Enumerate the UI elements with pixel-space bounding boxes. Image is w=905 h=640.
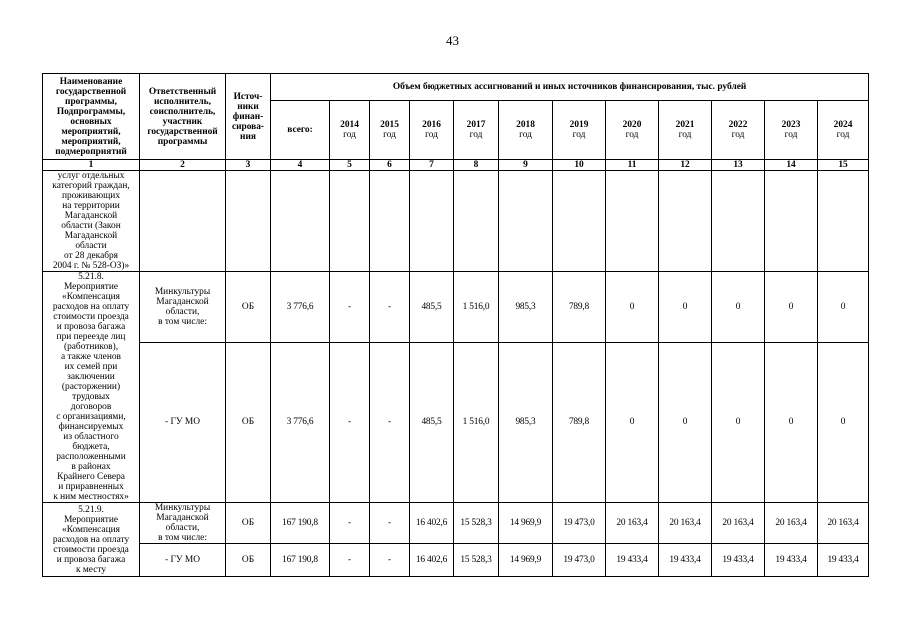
value-cell: 0 bbox=[765, 272, 818, 343]
text-line: в том числе: bbox=[158, 533, 207, 543]
value-cell: 16 402,6 bbox=[410, 544, 454, 577]
header-year-2017: 2017 год bbox=[454, 101, 499, 160]
text-line: исполнитель, bbox=[154, 96, 211, 107]
column-number: 1 bbox=[43, 160, 140, 171]
empty-cell bbox=[606, 171, 659, 272]
text-line: услуг отдельных bbox=[57, 171, 125, 181]
text-line: подмероприятий bbox=[55, 146, 127, 157]
value-cell: 19 433,4 bbox=[818, 544, 869, 577]
text-line: в том числе: bbox=[158, 316, 207, 327]
text-line: ния bbox=[240, 131, 256, 142]
table-row bbox=[43, 342, 869, 502]
text-line: договоров bbox=[70, 402, 112, 412]
column-number: 10 bbox=[553, 160, 606, 171]
text-line: Магаданской bbox=[64, 231, 118, 241]
page-number: 43 bbox=[446, 33, 459, 48]
column-number: 13 bbox=[712, 160, 765, 171]
empty-cell bbox=[370, 171, 410, 272]
text-line: области bbox=[75, 241, 107, 251]
text-line: с организациями, bbox=[56, 412, 126, 422]
value-cell: 789,8 bbox=[553, 342, 606, 502]
empty-cell bbox=[499, 171, 553, 272]
empty-cell bbox=[271, 171, 330, 272]
value-cell: 20 163,4 bbox=[765, 503, 818, 544]
value-cell: 19 433,4 bbox=[765, 544, 818, 577]
empty-cell bbox=[410, 171, 454, 272]
header-year-2014: 2014 год bbox=[330, 101, 370, 160]
value-cell: - bbox=[370, 544, 410, 577]
text-line: при переезде лиц bbox=[56, 332, 126, 342]
value-cell: 985,3 bbox=[499, 272, 553, 343]
row-source: ОБ bbox=[226, 544, 271, 577]
text-line: программы bbox=[157, 136, 208, 147]
row-name bbox=[43, 503, 140, 577]
row-responsible bbox=[140, 342, 226, 502]
text-line: - ГУ МО bbox=[165, 417, 200, 428]
empty-cell bbox=[659, 171, 712, 272]
text-line: трудовых bbox=[72, 392, 110, 402]
text-line: государственной bbox=[55, 86, 127, 97]
row-source: ОБ bbox=[226, 272, 271, 343]
value-cell: 0 bbox=[712, 272, 765, 343]
text-line: 5.21.8. bbox=[78, 272, 104, 282]
value-cell: 985,3 bbox=[499, 342, 553, 502]
value-cell: 0 bbox=[818, 342, 869, 502]
text-line: стоимости проезда bbox=[53, 544, 129, 555]
value-cell: 3 776,6 bbox=[271, 342, 330, 502]
value-cell: 789,8 bbox=[553, 272, 606, 343]
text-line: области, bbox=[165, 523, 200, 533]
text-line: - ГУ МО bbox=[165, 555, 200, 565]
column-number: 7 bbox=[410, 160, 454, 171]
value-cell: - bbox=[330, 272, 370, 343]
text-line: соисполнитель, bbox=[149, 106, 216, 117]
text-line: области (Закон bbox=[61, 221, 121, 231]
value-cell: 15 528,3 bbox=[454, 503, 499, 544]
text-line: заключении bbox=[67, 372, 115, 382]
row-name bbox=[43, 171, 140, 272]
text-line: от 28 декабря bbox=[64, 251, 118, 261]
table-row bbox=[43, 503, 869, 544]
column-number: 6 bbox=[370, 160, 410, 171]
header-year-2020: 2020 год bbox=[606, 101, 659, 160]
header-year-2019: 2019 год bbox=[553, 101, 606, 160]
value-cell: 0 bbox=[712, 342, 765, 502]
value-cell: 0 bbox=[606, 342, 659, 502]
text-line: расходов на оплату bbox=[52, 302, 130, 312]
empty-cell bbox=[818, 171, 869, 272]
value-cell: 1 516,0 bbox=[454, 272, 499, 343]
column-number: 12 bbox=[659, 160, 712, 171]
text-line: участник bbox=[162, 116, 203, 127]
text-line: к ним местностях» bbox=[53, 492, 129, 502]
text-line: а также членов bbox=[61, 352, 121, 362]
column-number: 15 bbox=[818, 160, 869, 171]
text-line: Источ- bbox=[233, 91, 263, 102]
value-cell: 20 163,4 bbox=[659, 503, 712, 544]
value-cell: 19 433,4 bbox=[659, 544, 712, 577]
text-line: сирова- bbox=[231, 121, 265, 132]
value-cell: 0 bbox=[606, 272, 659, 343]
text-line: «Компенсация bbox=[62, 292, 120, 302]
value-cell: 20 163,4 bbox=[712, 503, 765, 544]
header-funding-source bbox=[226, 74, 271, 160]
text-line: Крайнего Севера bbox=[57, 472, 125, 482]
value-cell: - bbox=[330, 544, 370, 577]
value-cell: 16 402,6 bbox=[410, 503, 454, 544]
empty-cell bbox=[140, 171, 226, 272]
row-responsible bbox=[140, 503, 226, 544]
value-cell: 14 969,9 bbox=[499, 544, 553, 577]
text-line: 5.21.9. bbox=[78, 504, 104, 515]
column-number: 5 bbox=[330, 160, 370, 171]
value-cell: 20 163,4 bbox=[606, 503, 659, 544]
value-cell: 167 190,8 bbox=[271, 503, 330, 544]
text-line: проживающих bbox=[61, 191, 121, 201]
column-number: 2 bbox=[140, 160, 226, 171]
value-cell: 485,5 bbox=[410, 272, 454, 343]
text-line: в районах bbox=[71, 462, 111, 472]
text-line: Магаданской bbox=[156, 513, 209, 523]
text-line: Магаданской bbox=[64, 211, 118, 221]
header-year-2016: 2016 год bbox=[410, 101, 454, 160]
text-line: Подпрограммы, bbox=[56, 106, 126, 117]
empty-cell bbox=[553, 171, 606, 272]
text-line: и провоза багажа bbox=[56, 322, 126, 332]
budget-table bbox=[42, 73, 869, 577]
value-cell: 3 776,6 bbox=[271, 272, 330, 343]
text-line: (расторжении) bbox=[61, 382, 121, 392]
text-line: и приравненных bbox=[58, 482, 124, 492]
table-row bbox=[43, 171, 869, 272]
empty-cell bbox=[712, 171, 765, 272]
value-cell: 19 433,4 bbox=[712, 544, 765, 577]
column-number: 14 bbox=[765, 160, 818, 171]
row-responsible bbox=[140, 544, 226, 577]
text-line: Наименование bbox=[59, 76, 123, 87]
value-cell: 19 473,0 bbox=[553, 544, 606, 577]
empty-cell bbox=[226, 171, 271, 272]
text-line: 2004 г. № 528-ОЗ)» bbox=[52, 261, 130, 271]
value-cell: - bbox=[370, 272, 410, 343]
margin-mark bbox=[893, 340, 901, 380]
row-source: ОБ bbox=[226, 503, 271, 544]
header-funding-title: Объем бюджетных ассигнований и иных источников финансирования, тыс. рублей bbox=[271, 74, 869, 101]
text-line: мероприятий, bbox=[61, 126, 121, 137]
column-number: 3 bbox=[226, 160, 271, 171]
text-line: их семей при bbox=[64, 362, 118, 372]
value-cell: 14 969,9 bbox=[499, 503, 553, 544]
value-cell: 0 bbox=[765, 342, 818, 502]
text-line: Минкультуры bbox=[154, 286, 211, 297]
header-responsible bbox=[140, 74, 226, 160]
text-line: бюджета, bbox=[72, 442, 110, 452]
value-cell: 0 bbox=[818, 272, 869, 343]
text-line: к месту bbox=[75, 564, 107, 575]
value-cell: 15 528,3 bbox=[454, 544, 499, 577]
value-cell: - bbox=[330, 503, 370, 544]
empty-cell bbox=[330, 171, 370, 272]
empty-cell bbox=[765, 171, 818, 272]
text-line: расходов на оплату bbox=[52, 534, 130, 545]
value-cell: - bbox=[370, 342, 410, 502]
text-line: Мероприятие bbox=[63, 514, 119, 525]
text-line: финансируемых bbox=[58, 422, 124, 432]
text-line: ники bbox=[237, 101, 259, 112]
text-line: Минкультуры bbox=[154, 503, 211, 513]
row-name bbox=[43, 272, 140, 503]
column-number: 11 bbox=[606, 160, 659, 171]
text-line: и провоза багажа bbox=[56, 554, 126, 565]
table-row bbox=[43, 272, 869, 343]
text-line: государственной bbox=[147, 126, 218, 137]
value-cell: 20 163,4 bbox=[818, 503, 869, 544]
text-line: (работников), bbox=[63, 342, 119, 352]
column-number: 4 bbox=[271, 160, 330, 171]
header-year-2022: 2022 год bbox=[712, 101, 765, 160]
text-line: области, bbox=[165, 306, 200, 317]
header-year-2024: 2024 год bbox=[818, 101, 869, 160]
text-line: Мероприятие bbox=[63, 282, 119, 292]
value-cell: - bbox=[370, 503, 410, 544]
header-year-2021: 2021 год bbox=[659, 101, 712, 160]
text-line: Магаданской bbox=[156, 296, 209, 307]
header-year-2015: 2015 год bbox=[370, 101, 410, 160]
text-line: программы, bbox=[65, 96, 117, 107]
value-cell: 167 190,8 bbox=[271, 544, 330, 577]
header-total: всего: bbox=[271, 101, 330, 160]
text-line: основных bbox=[70, 116, 112, 127]
header-program-name bbox=[43, 74, 140, 160]
value-cell: 485,5 bbox=[410, 342, 454, 502]
column-number: 9 bbox=[499, 160, 553, 171]
column-number: 8 bbox=[454, 160, 499, 171]
text-line: категорий граждан, bbox=[52, 181, 130, 191]
text-line: финан- bbox=[232, 111, 264, 122]
text-line: Ответственный bbox=[148, 86, 217, 97]
row-responsible bbox=[140, 272, 226, 343]
text-line: стоимости проезда bbox=[53, 312, 129, 322]
value-cell: 19 473,0 bbox=[553, 503, 606, 544]
value-cell: 0 bbox=[659, 342, 712, 502]
text-line: на территории bbox=[62, 201, 120, 211]
value-cell: 19 433,4 bbox=[606, 544, 659, 577]
value-cell: 1 516,0 bbox=[454, 342, 499, 502]
text-line: мероприятий, bbox=[61, 136, 121, 147]
text-line: из областного bbox=[63, 432, 119, 442]
table-row bbox=[43, 544, 869, 577]
text-line: «Компенсация bbox=[62, 524, 120, 535]
header-year-2018: 2018 год bbox=[499, 101, 553, 160]
empty-cell bbox=[454, 171, 499, 272]
value-cell: - bbox=[330, 342, 370, 502]
header-year-2023: 2023 год bbox=[765, 101, 818, 160]
text-line: расположенными bbox=[56, 452, 126, 462]
value-cell: 0 bbox=[659, 272, 712, 343]
row-source: ОБ bbox=[226, 342, 271, 502]
